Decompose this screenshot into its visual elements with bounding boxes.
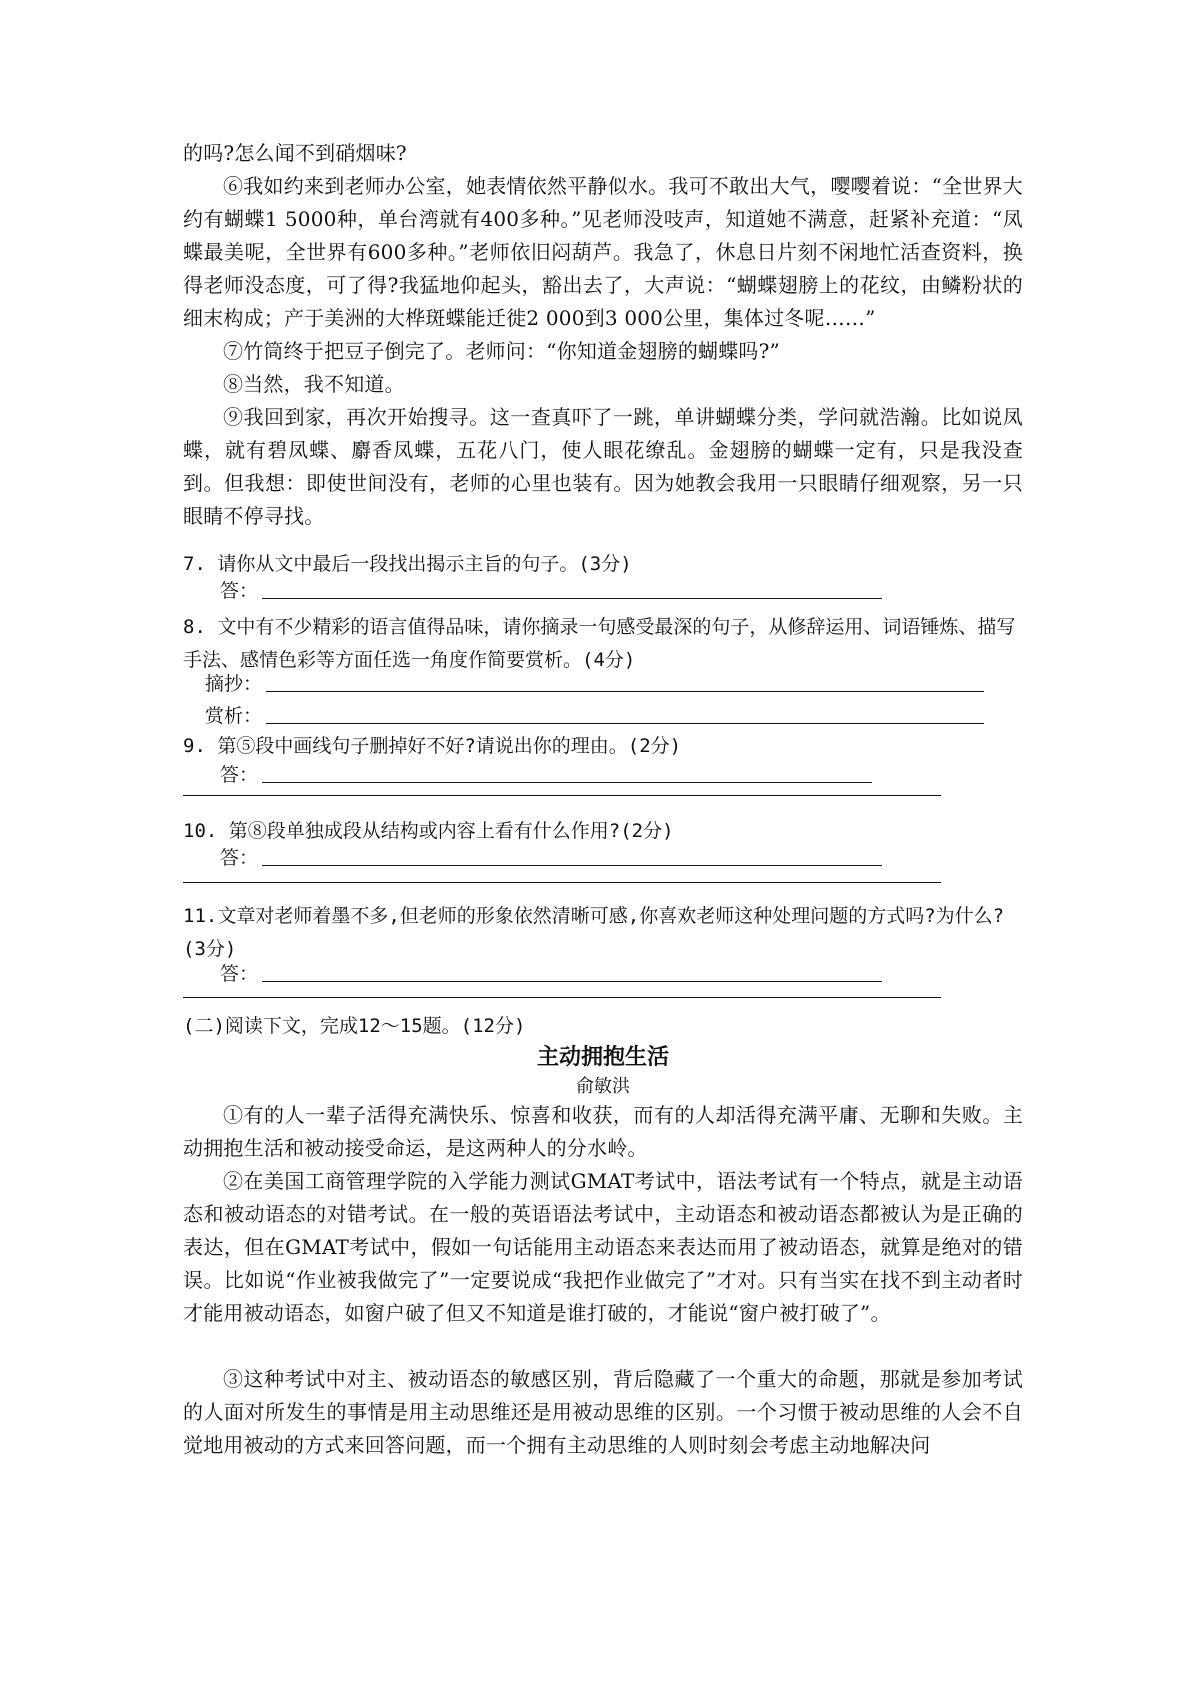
answer-label: 答： (220, 580, 259, 602)
article-paragraph-2: ②在美国工商管理学院的入学能力测试GMAT考试中，语法考试有一个特点，就是主动语态和被动语态的对错考试。在一般的英语语法考试中，主动语态和被动语态都被认为是正确的表达，但在GMAT考试中，假如一句话能用主动语态来表达而用了被动语态，就算是绝对的错误。比如说“作业被我做完了”一定要说成“我把作业做完了”才对。只有当实在找不到主动者时才能用被动语态，如窗户破了但又不知道是谁打破的，才能说“窗户被打破了”。 (183, 1169, 1023, 1325)
question-8: 8. 文中有不少精彩的语言值得品味，请你摘录一句感受最深的句子，从修辞运用、词语锤炼、描写手法、感情色彩等方面任选一角度作简要赏析。(4分) (183, 616, 1016, 671)
answer-blank[interactable] (262, 782, 872, 783)
question-11: 11.文章对老师着墨不多,但老师的形象依然清晰可感,你喜欢老师这种处理问题的方式吗?为什么?(3分) (183, 905, 1005, 960)
excerpt-row[interactable] (205, 666, 984, 696)
paragraph-6: ⑥我如约来到老师办公室，她表情依然平静似水。我可不敢出大气，嘤嘤着说：“全世界大约有蝴蝶1 5000种，单台湾就有400多种。”见老师没吱声，知道她不满意，赶紧补充道：“凤蝶最美呢，全世界有600多种。”老师依旧闷葫芦。我急了，休息日片刻不闲地忙活查资料，换得老师没态度，可了得?我猛地仰起头，豁出去了，大声说：“蝴蝶翅膀上的花纹，由鳞粉状的细末构成；产于美洲的大桦斑蝶能迁徙2 000到3 000公里，集体过冬呢……” (183, 174, 1023, 330)
question-9: 9. 第⑤段中画线句子删掉好不好?请说出你的理由。(2分) (183, 735, 682, 757)
answer-blank[interactable] (262, 981, 882, 982)
answer-label: 答： (220, 963, 259, 985)
answer-10-row[interactable] (220, 840, 882, 870)
question-7: 7. 请你从文中最后一段找出揭示主旨的句子。(3分) (183, 553, 632, 575)
paragraph-8: ⑧当然，我不知道。 (223, 372, 405, 396)
answer-11-blank-2[interactable] (183, 997, 941, 998)
answer-label: 答： (220, 764, 259, 786)
answer-9-row[interactable] (220, 757, 872, 787)
question-10: 10. 第⑧段单独成段从结构或内容上看有什么作用?(2分) (183, 820, 674, 842)
section-2-heading: (二)阅读下文，完成12～15题。(12分) (183, 1015, 526, 1037)
passage-continuation: 的吗?怎么闻不到硝烟味? (183, 141, 407, 165)
answer-label: 答： (220, 847, 259, 869)
article-paragraph-3: ③这种考试中对主、被动语态的敏感区别，背后隐藏了一个重大的命题，那就是参加考试的人面对所发生的事情是用主动思维还是用被动思维的区别。一个习惯于被动思维的人会不自觉地用被动的方式来回答问题，而一个拥有主动思维的人则时刻会考虑主动地解决问 (183, 1367, 1023, 1457)
answer-11-row[interactable] (220, 956, 882, 986)
article-paragraph-1: ①有的人一辈子活得充满快乐、惊喜和收获，而有的人却活得充满平庸、无聊和失败。主动拥抱生活和被动接受命运，是这两种人的分水岭。 (183, 1103, 1023, 1160)
paragraph-7: ⑦竹筒终于把豆子倒完了。老师问：“你知道金翅膀的蝴蝶吗?” (223, 339, 780, 363)
answer-blank[interactable] (262, 598, 882, 599)
paragraph-9: ⑨我回到家，再次开始搜寻。这一查真吓了一跳，单讲蝴蝶分类，学问就浩瀚。比如说凤蝶，就有碧凤蝶、麝香凤蝶，五花八门，使人眼花缭乱。金翅膀的蝴蝶一定有，只是我没查到。但我想：即使世间没有，老师的心里也装有。因为她教会我用一只眼睛仔细观察，另一只眼睛不停寻找。 (183, 405, 1023, 528)
article-title: 主动拥抱生活 (536, 1045, 669, 1070)
appreciation-row[interactable] (205, 698, 984, 728)
excerpt-blank[interactable] (266, 691, 984, 692)
answer-blank[interactable] (262, 865, 882, 866)
excerpt-label: 摘抄： (205, 673, 263, 695)
answer-9-blank-2[interactable] (183, 795, 941, 796)
article-author: 俞敏洪 (576, 1076, 630, 1097)
appreciation-label: 赏析： (205, 705, 263, 727)
answer-10-blank-2[interactable] (183, 882, 941, 883)
appreciation-blank[interactable] (266, 723, 984, 724)
answer-7-row[interactable] (220, 573, 882, 603)
